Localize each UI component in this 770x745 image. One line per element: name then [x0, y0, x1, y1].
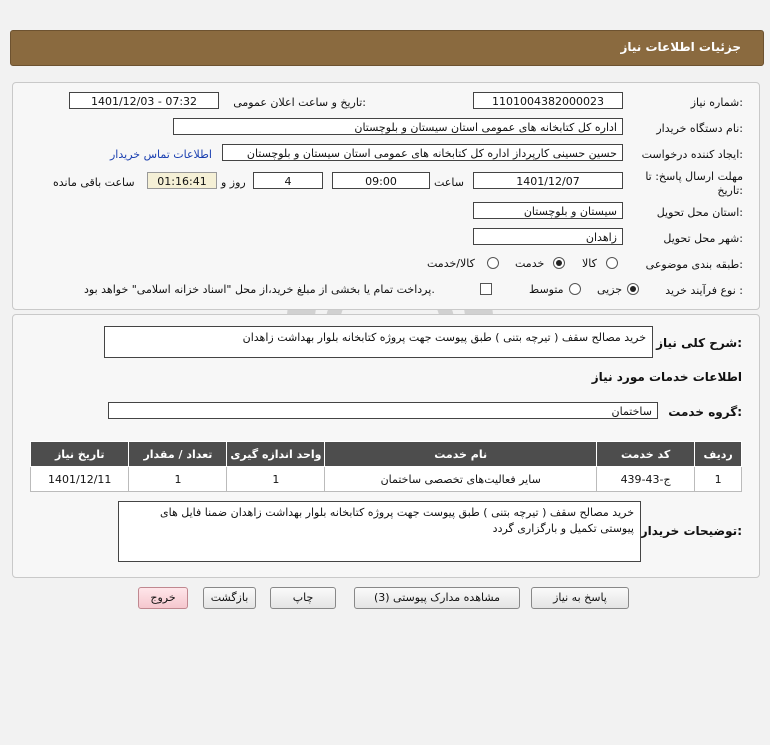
col-quantity: تعداد / مقدار	[129, 442, 227, 467]
summary-label: شرح کلی نیاز:	[656, 336, 742, 350]
buyer-org-field: اداره کل کتابخانه های عمومی استان سیستان و بلوچستان	[173, 118, 623, 135]
contact-buyer-link[interactable]: اطلاعات تماس خریدار	[110, 148, 212, 161]
process-option-medium: متوسط	[529, 283, 564, 296]
category-radio-both[interactable]	[487, 257, 499, 269]
category-radio-goods[interactable]	[606, 257, 618, 269]
buyer-org-label: نام دستگاه خریدار:	[656, 122, 743, 135]
remaining-label: ساعت باقی مانده	[53, 176, 135, 189]
delivery-province-label: استان محل تحویل:	[656, 206, 743, 219]
page-title: جزئیات اطلاعات نیاز	[620, 40, 741, 54]
view-attachments-button[interactable]: مشاهده مدارک پیوستی (3)	[354, 587, 520, 609]
announce-field: 1401/12/03 - 07:32	[69, 92, 219, 109]
buyer-notes-label: توضیحات خریدار:	[640, 524, 742, 538]
col-service-code: کد خدمت	[596, 442, 694, 467]
service-group-label: گروه خدمت:	[668, 405, 742, 419]
need-number-label: شماره نیاز:	[690, 96, 743, 109]
need-info-panel	[12, 82, 760, 310]
category-option-both: کالا/خدمت	[427, 257, 475, 270]
announce-label: تاریخ و ساعت اعلان عمومی:	[233, 96, 366, 109]
services-heading: اطلاعات خدمات مورد نیاز	[591, 370, 742, 384]
process-option-partial: جزیی	[597, 283, 623, 296]
summary-field: خرید مصالح سقف ( تیرچه بتنی ) طبق پیوست جهت پروژه کتابخانه بلوار بهداشت زاهدان	[104, 326, 653, 358]
col-service-name: نام خدمت	[325, 442, 597, 467]
delivery-province-field: سیستان و بلوچستان	[473, 202, 623, 219]
cell-service-name: سایر فعالیت‌های تخصصی ساختمان	[325, 467, 597, 492]
deadline-date-label: تاریخ:	[717, 184, 743, 197]
print-button[interactable]: چاپ	[270, 587, 336, 609]
table-row	[31, 467, 742, 492]
table-header-row	[31, 442, 742, 467]
cell-service-code: ج-43-439	[596, 467, 694, 492]
process-radio-medium[interactable]	[569, 283, 581, 295]
cell-need-date: 1401/12/11	[31, 467, 129, 492]
category-label: طبقه بندی موضوعی:	[645, 258, 743, 271]
remaining-time-field: 01:16:41	[147, 172, 217, 189]
service-group-field: ساختمان	[108, 402, 658, 419]
deadline-time-field: 09:00	[332, 172, 430, 189]
need-number-field: 1101004382000023	[473, 92, 623, 109]
delivery-city-label: شهر محل تحویل:	[663, 232, 743, 245]
buyer-notes-field: خرید مصالح سقف ( تیرچه بتنی ) طبق پیوست جهت پروژه کتابخانه بلوار بهداشت زاهدان ضمنا فایل های پیوستی تکمیل و بارگزاری گردد	[118, 501, 641, 562]
requester-label: ایجاد کننده درخواست:	[641, 148, 743, 161]
exit-button[interactable]: خروج	[138, 587, 188, 609]
deadline-date-field: 1401/12/07	[473, 172, 623, 189]
col-need-date: تاریخ نیاز	[31, 442, 129, 467]
back-button[interactable]: بازگشت	[203, 587, 256, 609]
cell-unit: 1	[227, 467, 325, 492]
delivery-city-field: زاهدان	[473, 228, 623, 245]
time-label: ساعت	[434, 176, 464, 189]
cell-row: 1	[695, 467, 742, 492]
cell-quantity: 1	[129, 467, 227, 492]
col-unit: واحد اندازه گیری	[227, 442, 325, 467]
process-label: نوع فرآیند خرید :	[665, 284, 743, 297]
treasury-checkbox[interactable]	[480, 283, 492, 295]
services-table	[30, 441, 742, 492]
category-option-service: خدمت	[515, 257, 545, 270]
col-row: ردیف	[695, 442, 742, 467]
category-radio-service[interactable]	[553, 257, 565, 269]
process-radio-partial[interactable]	[627, 283, 639, 295]
days-field: 4	[253, 172, 323, 189]
page-header	[10, 30, 764, 66]
days-label: روز و	[221, 176, 246, 189]
deadline-label: مهلت ارسال پاسخ: تا	[645, 170, 743, 183]
category-option-goods: کالا	[582, 257, 597, 270]
payment-note: پرداخت تمام یا بخشی از مبلغ خرید،از محل "اسناد خزانه اسلامی" خواهد بود.	[84, 283, 435, 296]
reply-button[interactable]: پاسخ به نیاز	[531, 587, 629, 609]
requester-field: حسین حسینی کارپرداز اداره کل کتابخانه های عمومی استان سیستان و بلوچستان	[222, 144, 623, 161]
